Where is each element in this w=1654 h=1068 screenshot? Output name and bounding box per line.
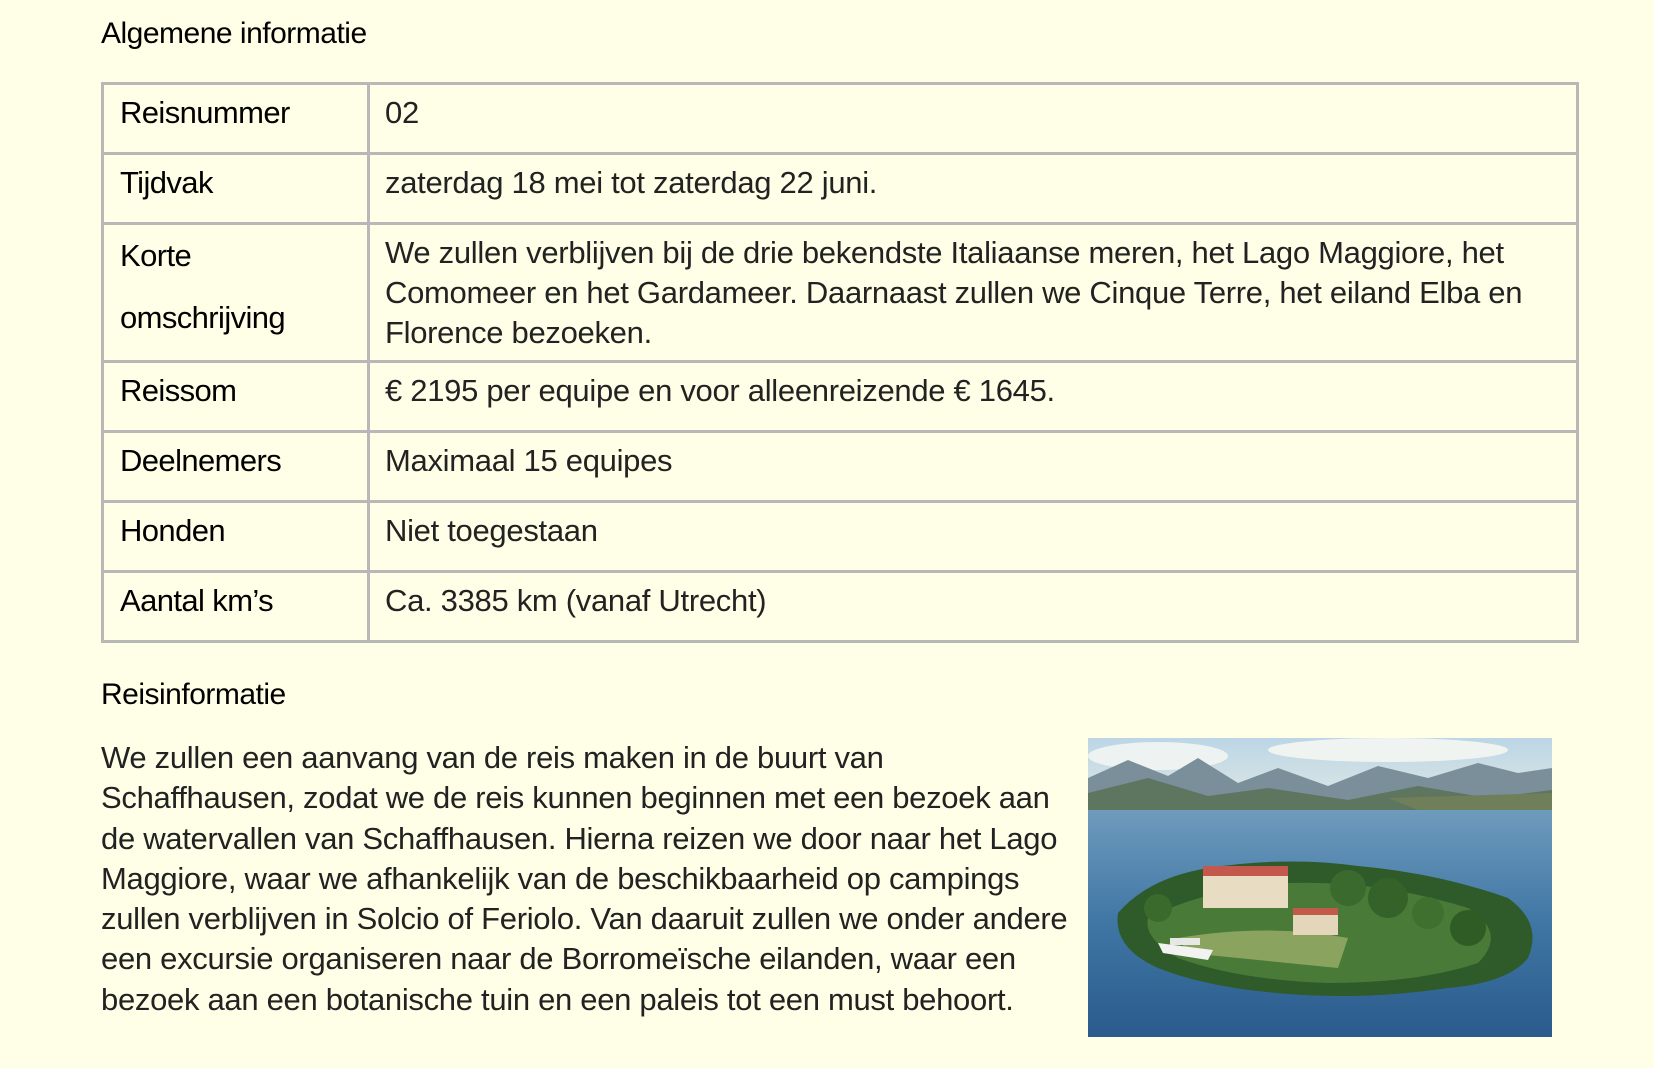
table-row: [103, 84, 1578, 154]
row-value-deelnemers: Maximaal 15 equipes: [369, 432, 1578, 502]
table-row: [103, 572, 1578, 642]
row-label-line1: Korte: [120, 238, 192, 273]
row-label-km: Aantal km’s: [103, 572, 369, 642]
row-label-line2: omschrijving: [120, 300, 286, 335]
row-value-reisnummer: 02: [369, 84, 1578, 154]
section-heading-travel: Reisinformatie: [101, 678, 286, 711]
table-row: [103, 502, 1578, 572]
row-label-honden: Honden: [103, 502, 369, 572]
table-row: [103, 432, 1578, 502]
travel-paragraph: We zullen een aanvang van de reis maken in de buurt van Schaffhausen, zodat we de reis kunnen beginnen met een bezoek aan de watervallen van Schaffhausen. Hierna reizen we door naar het Lago Maggiore, waar we afhankelijk van de beschikbaarheid op campings zullen verblijven in Solcio of Feriolo. Van daaruit zullen we onder andere een excursie organiseren naar de Borromeïsche eilanden, waar een bezoek aan een botanische tuin en een paleis tot een must behoort.: [101, 740, 1068, 1017]
general-info-table: [101, 82, 1579, 643]
table-row: [103, 154, 1578, 224]
row-value-reissom: € 2195 per equipe en voor alleenreizende € 1645.: [369, 362, 1578, 432]
row-label-omschrijving: [103, 224, 369, 362]
row-label-reissom: Reissom: [103, 362, 369, 432]
section-heading-general: Algemene informatie: [101, 17, 367, 50]
table-row: [103, 362, 1578, 432]
row-value-tijdvak: zaterdag 18 mei tot zaterdag 22 juni.: [369, 154, 1578, 224]
row-label-reisnummer: Reisnummer: [103, 84, 369, 154]
row-value-omschrijving: We zullen verblijven bij de drie bekendste Italiaanse meren, het Lago Maggiore, het Comomeer en het Gardameer. Daarnaast zullen we Cinque Terre, het eiland Elba en Florence bezoeken.: [369, 224, 1578, 362]
row-value-km: Ca. 3385 km (vanaf Utrecht): [369, 572, 1578, 642]
row-label-tijdvak: Tijdvak: [103, 154, 369, 224]
table-row: [103, 224, 1578, 362]
lake-island-photo: [1088, 738, 1552, 1037]
row-label-deelnemers: Deelnemers: [103, 432, 369, 502]
row-value-honden: Niet toegestaan: [369, 502, 1578, 572]
